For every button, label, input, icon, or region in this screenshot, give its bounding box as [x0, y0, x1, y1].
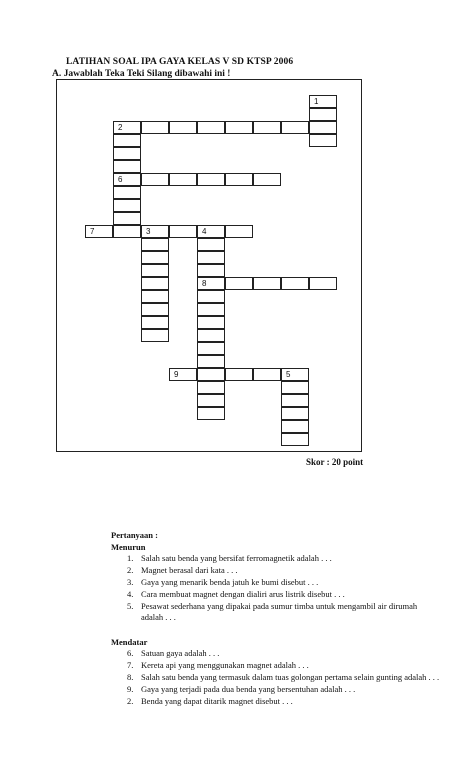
questions-section: [111, 529, 441, 708]
crossword-cell: [197, 173, 225, 186]
crossword-numbered-cell: [113, 173, 141, 186]
down-clue: 2. Magnet berasal dari kata . . .: [127, 565, 238, 575]
crossword-numbered-cell: [169, 368, 197, 381]
across-clue: 7. Kereta api yang menggunakan magnet adalah . . .: [127, 660, 309, 670]
clue-number: 3: [146, 227, 151, 236]
crossword-cell: [141, 121, 169, 134]
crossword-cell: [141, 290, 169, 303]
crossword-cell: [141, 251, 169, 264]
down-clues-list: [127, 553, 441, 623]
crossword-cell: [225, 225, 253, 238]
crossword-numbered-cell: [281, 368, 309, 381]
crossword-cell: [197, 394, 225, 407]
crossword-cell: [169, 173, 197, 186]
crossword-cell: [225, 173, 253, 186]
clue-number: 6: [118, 175, 123, 184]
down-clue: 1. Salah satu benda yang bersifat ferromagnetik adalah . . .: [127, 553, 332, 563]
score-label: Skor : 20 point: [306, 457, 364, 467]
clue-number: 2: [118, 123, 123, 132]
crossword-cell: [113, 134, 141, 147]
down-clue: 5. Pesawat sederhana yang dipakai pada sumur timba untuk mengambil air dirumah adalah . . .: [127, 601, 418, 622]
down-clue: 3. Gaya yang menarik benda jatuh ke bumi disebut . . .: [127, 577, 319, 587]
crossword-cell: [113, 186, 141, 199]
crossword-cell: [113, 147, 141, 160]
clue-number: 7: [90, 227, 95, 236]
crossword-cell: [309, 134, 337, 147]
crossword-cell: [281, 420, 309, 433]
crossword-cell: [113, 160, 141, 173]
crossword-cell: [309, 108, 337, 121]
crossword-numbered-cell: [113, 121, 141, 134]
crossword-cell: [169, 225, 197, 238]
crossword-cell: [113, 225, 141, 238]
crossword-cell: [113, 212, 141, 225]
crossword-numbered-cell: [85, 225, 113, 238]
crossword-cell: [113, 199, 141, 212]
crossword-cell: [197, 355, 225, 368]
crossword-cell: [281, 407, 309, 420]
crossword-cell: [141, 277, 169, 290]
clue-number: 9: [174, 370, 179, 379]
down-heading: Menurun: [111, 542, 146, 552]
crossword-cell: [197, 121, 225, 134]
crossword-cell: [197, 407, 225, 420]
crossword-cell: [281, 121, 309, 134]
across-clue: 6. Satuan gaya adalah . . .: [127, 648, 220, 658]
section-instruction: A. Jawablah Teka Teki Silang dibawahi ini !: [52, 69, 231, 79]
crossword-cell: [309, 277, 337, 290]
crossword-cell: [141, 316, 169, 329]
crossword-cell: [225, 277, 253, 290]
document-title: LATIHAN SOAL IPA GAYA KELAS V SD KTSP 2006: [66, 57, 294, 67]
crossword-cell: [197, 303, 225, 316]
crossword-cell: [197, 368, 225, 381]
crossword-cell: [169, 121, 197, 134]
crossword-cell: [197, 342, 225, 355]
crossword-numbered-cell: [197, 277, 225, 290]
crossword-cell: [197, 329, 225, 342]
crossword-cell: [141, 238, 169, 251]
crossword-cell: [141, 329, 169, 342]
clue-number: 8: [202, 279, 207, 288]
crossword-cell: [141, 264, 169, 277]
clue-number: 5: [286, 370, 291, 379]
crossword-cell: [197, 238, 225, 251]
crossword-numbered-cell: [141, 225, 169, 238]
crossword-cell: [197, 316, 225, 329]
across-clue: 8. Salah satu benda yang termasuk dalam tuas golongan pertama selain gunting adalah . . .: [127, 672, 440, 682]
across-clue: 2. Benda yang dapat ditarik magnet disebut . . .: [127, 696, 293, 706]
crossword-cell: [281, 381, 309, 394]
crossword-cell: [309, 121, 337, 134]
across-clue: 9. Gaya yang terjadi pada dua benda yang bersentuhan adalah . . .: [127, 684, 356, 694]
crossword-numbered-cell: [197, 225, 225, 238]
crossword-cell: [141, 173, 169, 186]
across-clues-list: [127, 648, 441, 707]
crossword-cell: [281, 394, 309, 407]
crossword-cell: [253, 121, 281, 134]
crossword-cell: [197, 264, 225, 277]
crossword-numbered-cell: [309, 95, 337, 108]
down-clue: 4. Cara membuat magnet dengan dialiri arus listrik disebut . . .: [127, 589, 345, 599]
clue-number: 1: [314, 97, 319, 106]
crossword-cell: [141, 303, 169, 316]
crossword-cell: [225, 121, 253, 134]
crossword-cell: [281, 433, 309, 446]
crossword-cell: [197, 381, 225, 394]
crossword-cell: [281, 277, 309, 290]
crossword-cell: [253, 368, 281, 381]
crossword-cell: [253, 173, 281, 186]
clue-number: 4: [202, 227, 207, 236]
across-heading: Mendatar: [111, 637, 148, 647]
crossword-cell: [253, 277, 281, 290]
crossword-cell: [197, 251, 225, 264]
crossword-cell: [225, 368, 253, 381]
crossword-frame: [56, 79, 362, 452]
crossword-cell: [197, 290, 225, 303]
questions-heading: Pertanyaan :: [111, 530, 158, 540]
